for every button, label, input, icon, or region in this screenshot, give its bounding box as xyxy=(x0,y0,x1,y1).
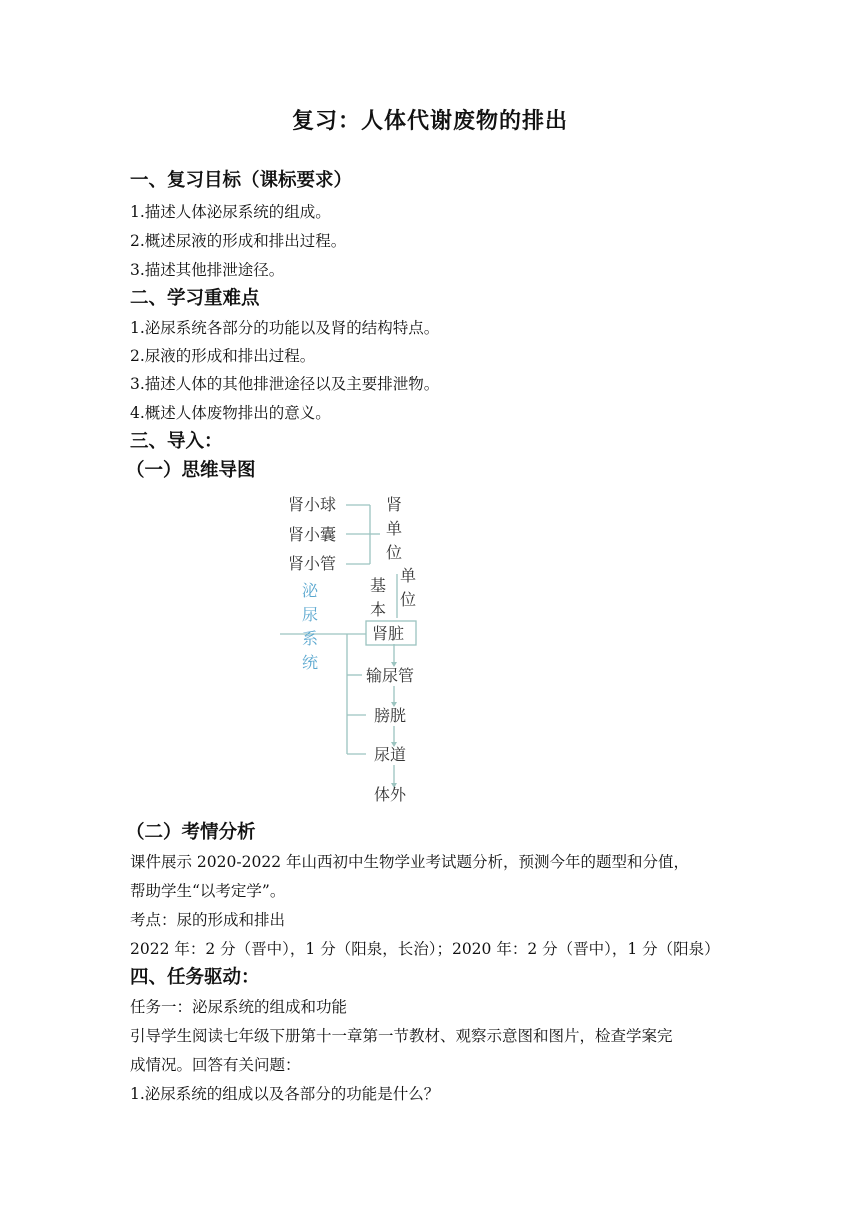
mindmap-root: 泌尿系统 xyxy=(302,581,319,672)
key-point-item: 4.概述人体废物排出的意义。 xyxy=(130,404,331,422)
analysis-text: 帮助学生“以考定学”。 xyxy=(130,882,286,900)
exam-point: 考点：尿的形成和排出 xyxy=(130,911,286,929)
mindmap-basic-unit: 基本单位 xyxy=(370,566,417,619)
objective-item: 3.描述其他排泄途径。 xyxy=(130,261,285,279)
task-title: 任务一：泌尿系统的组成和功能 xyxy=(130,998,348,1016)
key-point-item: 1.泌尿系统各部分的功能以及肾的结构特点。 xyxy=(130,319,440,337)
mindmap-organ: 体外 xyxy=(374,785,407,804)
mindmap-organ: 膀胱 xyxy=(374,706,407,725)
mindmap-nephron-char: 肾单位 xyxy=(386,495,403,562)
section-heading-objectives: 一、复习目标（课标要求） xyxy=(130,170,353,191)
mindmap-nephron-part: 肾小球 xyxy=(288,495,337,514)
mind-map xyxy=(270,488,450,808)
mindmap-organ: 肾脏 xyxy=(372,624,405,643)
subheading-mindmap: （一）思维导图 xyxy=(126,460,256,481)
key-point-item: 2.尿液的形成和排出过程。 xyxy=(130,347,316,365)
mindmap-organ: 输尿管 xyxy=(366,666,415,685)
section-heading-intro: 三、导入： xyxy=(130,431,223,452)
objective-item: 1.描述人体泌尿系统的组成。 xyxy=(130,203,331,221)
task-question: 1.泌尿系统的组成以及各部分的功能是什么？ xyxy=(130,1085,440,1103)
page-title: 复习：人体代谢废物的排出 xyxy=(291,109,568,134)
task-guide: 引导学生阅读七年级下册第十一章第一节教材、观察示意图和图片，检查学案完 xyxy=(130,1027,673,1045)
mindmap-organ: 尿道 xyxy=(374,745,407,764)
mindmap-nephron-part: 肾小囊 xyxy=(288,525,337,544)
analysis-text: 课件展示 2020-2022 年山西初中生物学业考试题分析，预测今年的题型和分值， xyxy=(130,853,689,871)
section-heading-tasks: 四、任务驱动： xyxy=(130,967,260,988)
mindmap-nephron-part: 肾小管 xyxy=(288,554,337,573)
objective-item: 2.概述尿液的形成和排出过程。 xyxy=(130,232,347,250)
section-heading-key-points: 二、学习重难点 xyxy=(130,288,260,309)
subheading-exam-analysis: （二）考情分析 xyxy=(126,822,256,843)
task-guide: 成情况。回答有关问题： xyxy=(130,1056,301,1074)
key-point-item: 3.描述人体的其他排泄途径以及主要排泄物。 xyxy=(130,375,440,393)
exam-scores: 2022 年：2 分（晋中），1 分（阳泉，长治）；2020 年：2 分（晋中），1 分（阳泉） xyxy=(130,940,720,958)
